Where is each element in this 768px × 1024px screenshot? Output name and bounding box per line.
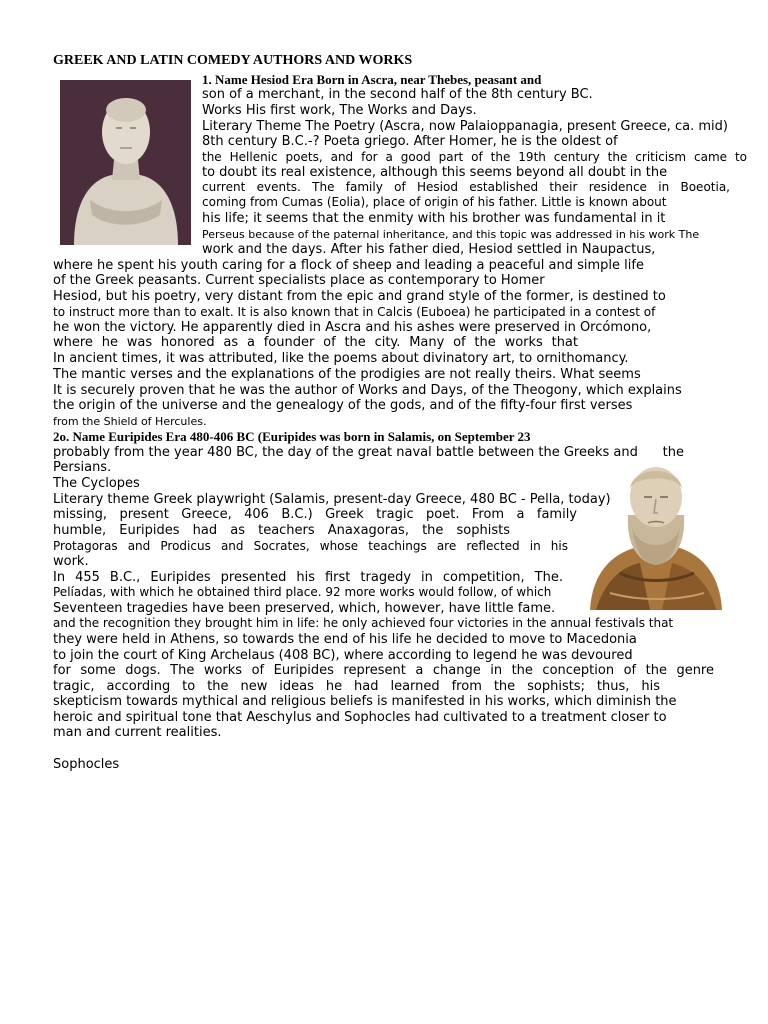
text-line: tragic, according to the new ideas he had learned from the sophists; thus, his [53,679,660,694]
text-line: to instruct more than to exalt. It is also known that in Calcis (Euboea) he participated in a contest of [53,305,656,319]
text-line: work. [53,554,89,569]
text-line: Hesiod, but his poetry, very distant from the epic and grand style of the former, is destined to [53,289,666,304]
text-line: work and the days. After his father died, Hesiod settled in Naupactus, [202,242,656,257]
document-title: GREEK AND LATIN COMEDY AUTHORS AND WORKS [53,53,413,68]
text-line: the origin of the universe and the genealogy of the gods, and of the fifty-four first verses [53,398,633,413]
text-line: 8th century B.C.-? Poeta griego. After Homer, he is the oldest of [202,134,618,149]
text-line: missing, present Greece, 406 B.C.) Greek tragic poet. From a family [53,507,577,522]
text-line: Works His first work, The Works and Days. [202,103,477,118]
text-line: he won the victory. He apparently died in Ascra and his ashes were preserved in Orcómono, [53,320,652,335]
text-line: the Hellenic poets, and for a good part of the 19th century the criticism came to [202,150,747,164]
text-line: to join the court of King Archelaus (408 BC), where according to legend he was devoured [53,648,633,663]
text-line: Pelíadas, with which he obtained third place. 92 more works would follow, of which [53,585,552,599]
text-line: In 455 B.C., Euripides presented his first tragedy in competition, The. [53,570,563,585]
text-line: where he was honored as a founder of the city. Many of the works that [53,335,578,350]
hesiod-bust-image [60,80,191,245]
text-line: In ancient times, it was attributed, like the poems about divinatory art, to ornithomancy. [53,351,629,366]
sophocles-heading: Sophocles [53,757,120,772]
text-line: to doubt its real existence, although this seems beyond all doubt in the [202,165,668,180]
text-line: son of a merchant, in the second half of the 8th century BC. [202,87,593,102]
text-line: for some dogs. The works of Euripides represent a change in the conception of the genre [53,663,714,678]
text-line: coming from Cumas (Eolia), place of origin of his father. Little is known about [202,195,667,209]
text-line: man and current realities. [53,725,222,740]
text-line: Protagoras and Prodicus and Socrates, whose teachings are reflected in his [53,539,568,553]
text-line: Persians. [53,460,112,475]
text-line: Perseus because of the paternal inheritance, and this topic was addressed in his work The [202,228,700,241]
text-line: Literary Theme The Poetry (Ascra, now Palaioppanagia, present Greece, ca. mid) [202,119,728,134]
euripides-heading: 2o. Name Euripides Era 480-406 BC (Euripides was born in Salamis, on September 23 [53,429,531,444]
text-line: The Cyclopes [53,476,140,491]
text-line: probably from the year 480 BC, the day of the great naval battle between the Greeks and the [53,445,685,460]
euripides-bust-image [590,455,722,610]
text-line: of the Greek peasants. Current specialists place as contemporary to Homer [53,273,545,288]
text-line: current events. The family of Hesiod established their residence in Boeotia, [202,180,730,194]
text-line: Literary theme Greek playwright (Salamis, present-day Greece, 480 BC - Pella, today) [53,492,611,507]
text-line: they were held in Athens, so towards the end of his life he decided to move to Macedonia [53,632,637,647]
text-line: heroic and spiritual tone that Aeschylus and Sophocles had cultivated to a treatment closer to [53,710,667,725]
text-line: skepticism towards mythical and religious beliefs is manifested in his works, which diminish the [53,694,677,709]
text-line: It is securely proven that he was the author of Works and Days, of the Theogony, which explains [53,383,682,398]
text-line: humble, Euripides had as teachers Anaxagoras, the sophists [53,523,510,538]
text-line: Seventeen tragedies have been preserved, which, however, have little fame. [53,601,556,616]
text-line: and the recognition they brought him in life: he only achieved four victories in the annual festivals that [53,616,674,630]
text-line: from the Shield of Hercules. [53,415,207,428]
text-line: where he spent his youth caring for a flock of sheep and leading a peaceful and simple life [53,258,644,273]
hesiod-heading: 1. Name Hesiod Era Born in Ascra, near Thebes, peasant and [202,72,542,87]
text-line: his life; it seems that the enmity with his brother was fundamental in it [202,211,666,226]
text-line: The mantic verses and the explanations of the prodigies are not really theirs. What seems [53,367,641,382]
